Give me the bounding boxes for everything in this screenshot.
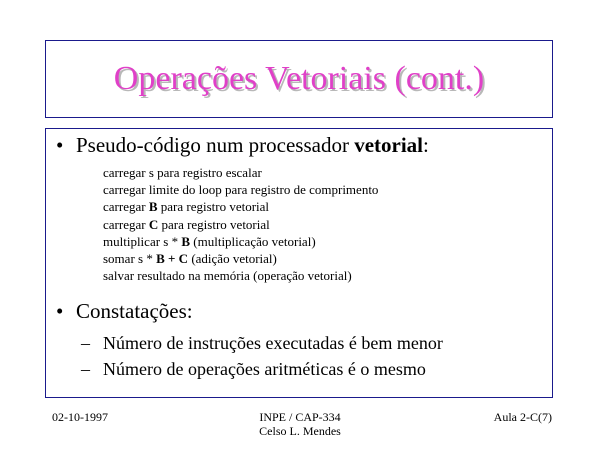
code-line: multiplicar s * B (multiplicação vetorial) xyxy=(103,233,316,249)
code-line: salvar resultado na memória (operação vetorial) xyxy=(103,268,352,284)
dash-marker: – xyxy=(81,333,90,353)
title-box xyxy=(45,40,553,118)
sub-item-text: Número de operações aritméticas é o mesmo xyxy=(103,359,426,379)
slide-title: Operações Vetoriais (cont.) xyxy=(113,60,485,97)
bullet-pseudocode-text: Pseudo-código num processador xyxy=(76,133,355,157)
code-line: carregar B para registro vetorial xyxy=(103,199,270,215)
footer-slide-number: Aula 2-C(7) xyxy=(493,410,552,424)
bullet-constatacoes-text: Constatações: xyxy=(76,299,193,323)
bullet-marker: • xyxy=(56,299,64,323)
sub-item xyxy=(81,356,443,382)
footer-date: 02-10-1997 xyxy=(52,410,108,424)
dash-marker: – xyxy=(81,359,90,379)
bullet-pseudocode-bold: vetorial xyxy=(354,133,424,157)
content-box xyxy=(45,128,553,398)
pseudocode-list xyxy=(103,164,378,284)
footer-course: INPE / CAP-334 xyxy=(259,410,341,424)
footer-author: Celso L. Mendes xyxy=(259,424,341,438)
constatacoes-list xyxy=(81,330,443,382)
sub-item-text: Número de instruções executadas é bem menor xyxy=(103,333,443,353)
footer-center xyxy=(200,410,400,438)
bullet-pseudocode xyxy=(56,133,429,158)
bullet-pseudocode-suffix: : xyxy=(423,133,429,157)
code-line: somar s * B + C (adição vetorial) xyxy=(103,250,277,266)
bullet-marker: • xyxy=(56,133,64,157)
code-line: carregar C para registro vetorial xyxy=(103,216,270,232)
code-line: carregar s para registro escalar xyxy=(103,165,262,180)
code-line: carregar limite do loop para registro de comprimento xyxy=(103,182,379,198)
bullet-constatacoes xyxy=(56,299,193,324)
sub-item xyxy=(81,330,443,356)
